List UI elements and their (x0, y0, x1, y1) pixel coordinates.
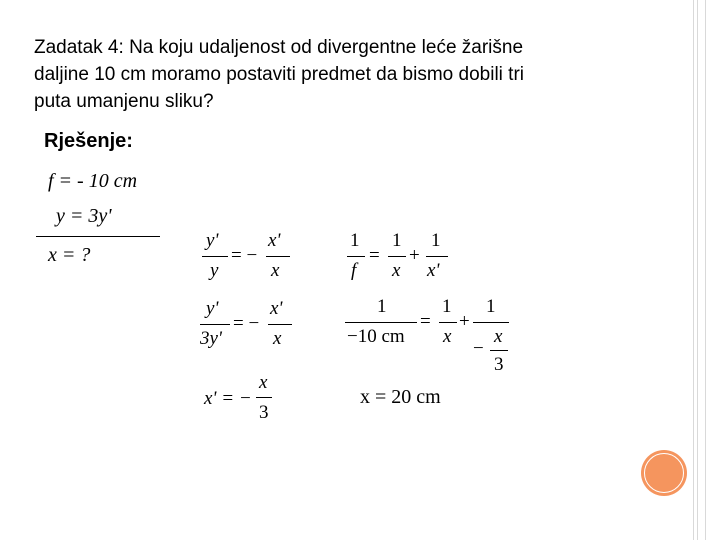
fraction-denominator: 3y' (200, 328, 222, 349)
nested-numerator: x (494, 326, 503, 347)
final-result (360, 386, 441, 409)
plus-sign: + (459, 311, 470, 332)
task-label: Zadatak 4: (34, 37, 124, 58)
fraction-numerator: 1 (431, 230, 441, 251)
lens-equation (345, 228, 455, 288)
lens-equation-substituted (345, 294, 515, 378)
fraction-denominator: x (273, 328, 282, 349)
fraction-denominator: 3 (259, 402, 269, 423)
fraction-numerator: 1 (392, 230, 402, 251)
unknown-distance: x = ? (48, 244, 91, 266)
fraction-numerator: y' (206, 298, 219, 319)
fraction-bar (347, 256, 365, 257)
task-line-1: Na koju udaljenost od divergentne leće žarišne (129, 37, 524, 58)
equals-sign: = (420, 311, 431, 332)
fraction-denominator: x (392, 260, 401, 281)
fraction-numerator: y' (206, 230, 219, 251)
fraction-numerator: 1 (486, 296, 496, 317)
accent-circle (641, 450, 687, 496)
magnification-substituted-formula (198, 296, 298, 356)
nested-fraction-bar (490, 350, 508, 351)
task-text (34, 34, 674, 115)
equals-minus: = − (233, 313, 260, 334)
fraction-bar (473, 322, 509, 323)
plus-sign: + (409, 245, 420, 266)
fraction-numerator: x (259, 372, 268, 393)
given-object-size: y = 3y' (56, 205, 112, 227)
image-distance-formula (204, 372, 284, 432)
fraction-bar (388, 256, 406, 257)
fraction-denominator: −10 cm (347, 326, 405, 347)
fraction-denominator: f (351, 260, 357, 281)
fraction-numerator: x' (270, 298, 283, 319)
magnification-formula (200, 228, 300, 288)
frame-line-left (693, 0, 694, 540)
fraction-numerator: 1 (442, 296, 452, 317)
given-divider (36, 236, 160, 237)
frame-line-middle (697, 0, 698, 540)
task-line-3: puta umanjenu sliku? (34, 91, 214, 112)
fraction-numerator: x' (268, 230, 281, 251)
equals-minus: = − (231, 245, 258, 266)
fraction-bar (426, 256, 448, 257)
result-text: x = 20 cm (360, 386, 441, 408)
task-line-2: daljine 10 cm moramo postaviti predmet da bismo dobili tri (34, 64, 524, 85)
fraction-bar (345, 322, 417, 323)
fraction-bar (268, 324, 292, 325)
fraction-denominator: y (210, 260, 219, 281)
fraction-denominator: x (443, 326, 452, 347)
fraction-bar (200, 324, 230, 325)
fraction-denominator: x (271, 260, 280, 281)
fraction-denominator: x' (427, 260, 440, 281)
nested-denominator: 3 (494, 354, 504, 375)
fraction-numerator: 1 (377, 296, 387, 317)
fraction-numerator: 1 (350, 230, 360, 251)
equals-sign: = (369, 245, 380, 266)
fraction-bar (202, 256, 228, 257)
solution-heading: Rješenje: (44, 130, 133, 152)
fraction-bar (439, 322, 457, 323)
fraction-bar (256, 397, 272, 398)
image-distance-lhs: x' = − (204, 388, 252, 409)
given-focal-length: f = - 10 cm (48, 170, 138, 192)
minus-sign: − (473, 338, 484, 359)
frame-line-right (705, 0, 706, 540)
fraction-bar (266, 256, 290, 257)
